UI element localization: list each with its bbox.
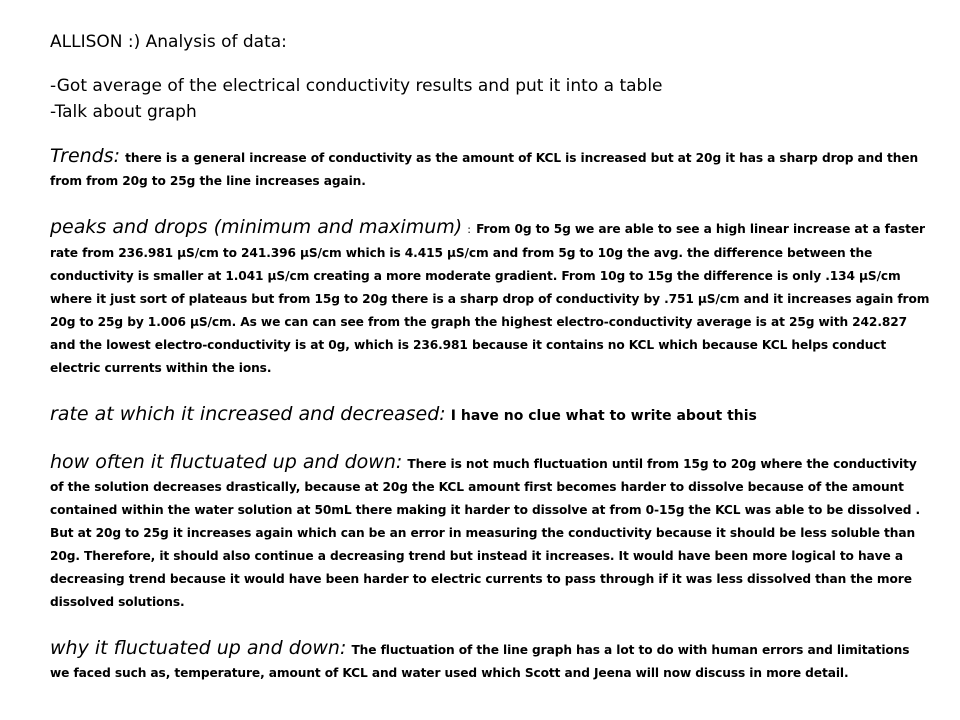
task-item: -Got average of the electrical conductivity results and put it into a table	[50, 76, 663, 96]
rate-text: I have no clue what to write about this	[450, 408, 757, 424]
peaks-section	[50, 216, 930, 379]
trends-text: there is a general increase of conductivity as the amount of KCL is increased but at 20g it has a sharp drop and then from from 20g to 25g the line increases again.	[50, 151, 919, 188]
why-section	[50, 637, 930, 684]
peaks-heading: peaks and drops (minimum and maximum)	[50, 216, 463, 238]
rate-paragraph	[50, 403, 930, 427]
fluctuation-heading: how often it fluctuated up and down:	[50, 451, 403, 473]
rate-section	[50, 403, 930, 427]
trends-paragraph	[50, 145, 930, 192]
fluctuation-section	[50, 451, 930, 613]
peaks-paragraph	[50, 216, 930, 379]
fluctuation-paragraph	[50, 451, 930, 613]
trends-heading: Trends:	[50, 145, 121, 167]
why-paragraph	[50, 637, 930, 684]
slide-content	[50, 30, 930, 684]
task-list	[50, 73, 930, 125]
rate-heading: rate at which it increased and decreased:	[50, 403, 446, 425]
peaks-text: From 0g to 5g we are able to see a high linear increase at a faster rate from 236.981 µS/cm to 241.396 µS/cm which is 4.415 µS/cm and from 5g to 10g the avg. the difference between the conductivity is smaller at 1.041 µS/cm creating a more moderate gradient. From 10g to 15g the difference is only .134 µS/cm where it just sort of plateaus but from 15g to 20g there is a sharp drop of conductivity by .751 µS/cm and it increases again from 20g to 25g by 1.006 µS/cm. As we can can see from the graph the highest electro-conductivity average is at 25g with 242.827 and the lowest electro-conductivity is at 0g, which is 236.981 because it contains no KCL which because KCL helps conduct electric currents within the ions.	[50, 222, 930, 375]
task-item: -Talk about graph	[50, 102, 197, 122]
slide-title: ALLISON :) Analysis of data:	[50, 32, 287, 52]
trends-section	[50, 145, 930, 192]
why-text: The fluctuation of the line graph has a lot to do with human errors and limitations we faced such as, temperature, amount of KCL and water used which Scott and Jeena will now discuss in more detail.	[50, 643, 910, 680]
peaks-separator: :	[467, 223, 471, 236]
why-heading: why it fluctuated up and down:	[50, 637, 347, 659]
fluctuation-text: There is not much fluctuation until from 15g to 20g where the conductivity of the solution decreases drastically, because at 20g the KCL amount first becomes harder to dissolve because of the amount contained within the water solution at 50mL there making it harder to dissolve at from 0-15g the KCL was able to be dissolved . But at 20g to 25g it increases again which can be an error in measuring the conductivity because it should be less soluble than 20g. Therefore, it should also continue a decreasing trend but instead it increases. It would have been more logical to have a decreasing trend because it would have been harder to electric currents to pass through if it was less dissolved than the more dissolved solutions.	[50, 457, 921, 609]
